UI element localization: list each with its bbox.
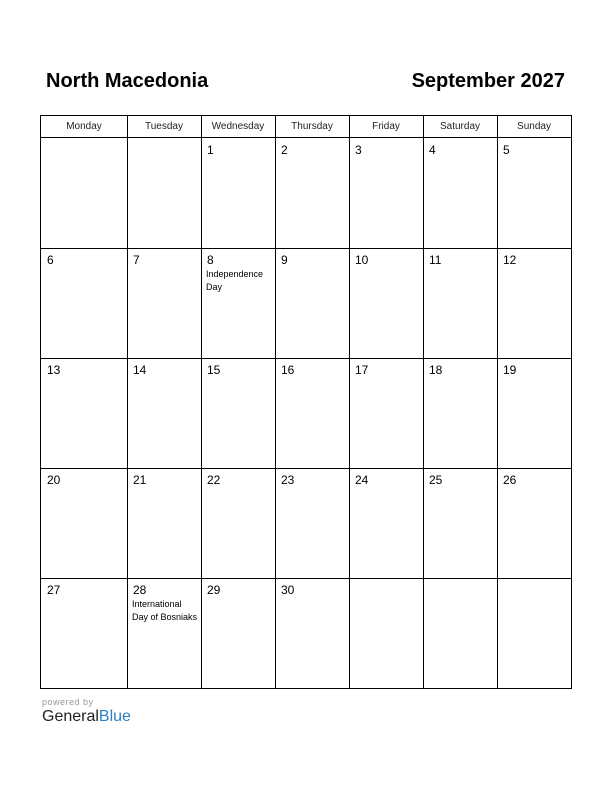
day-cell-3[interactable] [349,138,423,248]
day-number: 18 [429,363,443,377]
day-number: 8 [207,253,214,267]
grid-row-divider [41,248,571,249]
grid-row-divider [41,578,571,579]
day-cell-23[interactable] [275,468,349,578]
day-number: 16 [281,363,295,377]
empty-day-cell [423,578,497,688]
day-number: 9 [281,253,288,267]
brand-name [42,708,131,726]
weekday-header-sunday: Sunday [517,121,551,132]
grid-column-divider [423,116,424,688]
day-number: 29 [207,583,221,597]
holiday-label: International Day of Bosniaks [132,599,198,622]
day-cell-5[interactable] [497,138,571,248]
calendar-title-country: North Macedonia [46,70,209,92]
day-cell-9[interactable] [275,248,349,358]
day-cell-12[interactable] [497,248,571,358]
day-cell-20[interactable] [41,468,127,578]
empty-day-cell [41,138,127,248]
weekday-header-saturday: Saturday [439,121,481,132]
day-cell-2[interactable] [275,138,349,248]
empty-day-cell [497,578,571,688]
day-cell-26[interactable] [497,468,571,578]
day-number: 3 [355,143,362,157]
day-number: 24 [355,473,369,487]
day-number: 2 [281,143,288,157]
weekday-header-tuesday: Tuesday [145,121,183,132]
day-cell-6[interactable] [41,248,127,358]
calendar-grid [40,115,572,689]
day-number: 21 [133,473,147,487]
day-number: 11 [429,253,442,267]
day-number: 13 [47,363,61,377]
weekday-header-friday: Friday [372,121,400,132]
grid-column-divider [275,116,276,688]
grid-column-divider [349,116,350,688]
day-number: 5 [503,143,510,157]
day-number: 17 [355,363,369,377]
day-cell-24[interactable] [349,468,423,578]
day-number: 1 [207,143,214,157]
day-cell-7[interactable] [127,248,201,358]
grid-column-divider [127,116,128,688]
day-cell-16[interactable] [275,358,349,468]
day-number: 10 [355,253,369,267]
day-cell-29[interactable] [201,578,275,688]
day-number: 6 [47,253,54,267]
day-cell-25[interactable] [423,468,497,578]
day-cell-14[interactable] [127,358,201,468]
day-cell-10[interactable] [349,248,423,358]
day-number: 26 [503,473,517,487]
day-number: 30 [281,583,295,597]
day-number: 23 [281,473,295,487]
empty-day-cell [127,138,201,248]
grid-column-divider [497,116,498,688]
day-number: 22 [207,473,221,487]
grid-row-divider [41,468,571,469]
day-number: 4 [429,143,436,157]
day-number: 14 [133,363,147,377]
day-cell-8[interactable] [201,248,275,358]
day-number: 12 [503,253,517,267]
day-number: 27 [47,583,61,597]
day-number: 25 [429,473,443,487]
weekday-header-wednesday: Wednesday [211,121,265,132]
powered-by-text: powered by [42,697,94,707]
weekday-header-monday: Monday [66,121,102,132]
brand-blue-text: Blue [98,708,131,725]
day-cell-19[interactable] [497,358,571,468]
day-cell-11[interactable] [423,248,497,358]
day-cell-27[interactable] [41,578,127,688]
calendar-title-month: September 2027 [411,70,565,92]
day-cell-17[interactable] [349,358,423,468]
day-cell-21[interactable] [127,468,201,578]
day-number: 15 [207,363,221,377]
day-number: 19 [503,363,517,377]
day-cell-30[interactable] [275,578,349,688]
brand-general-text: General [42,708,99,725]
grid-column-divider [201,116,202,688]
day-cell-4[interactable] [423,138,497,248]
empty-day-cell [349,578,423,688]
day-cell-18[interactable] [423,358,497,468]
weekday-header-thursday: Thursday [291,121,333,132]
grid-row-divider [41,358,571,359]
day-number: 7 [133,253,140,267]
day-cell-13[interactable] [41,358,127,468]
day-number: 28 [133,583,147,597]
day-cell-1[interactable] [201,138,275,248]
day-cell-15[interactable] [201,358,275,468]
generalblue-logo[interactable] [42,697,131,726]
holiday-label: Independence Day [206,269,264,292]
day-cell-22[interactable] [201,468,275,578]
day-number: 20 [47,473,61,487]
weekday-header-row [41,116,571,138]
day-cell-28[interactable] [127,578,201,688]
